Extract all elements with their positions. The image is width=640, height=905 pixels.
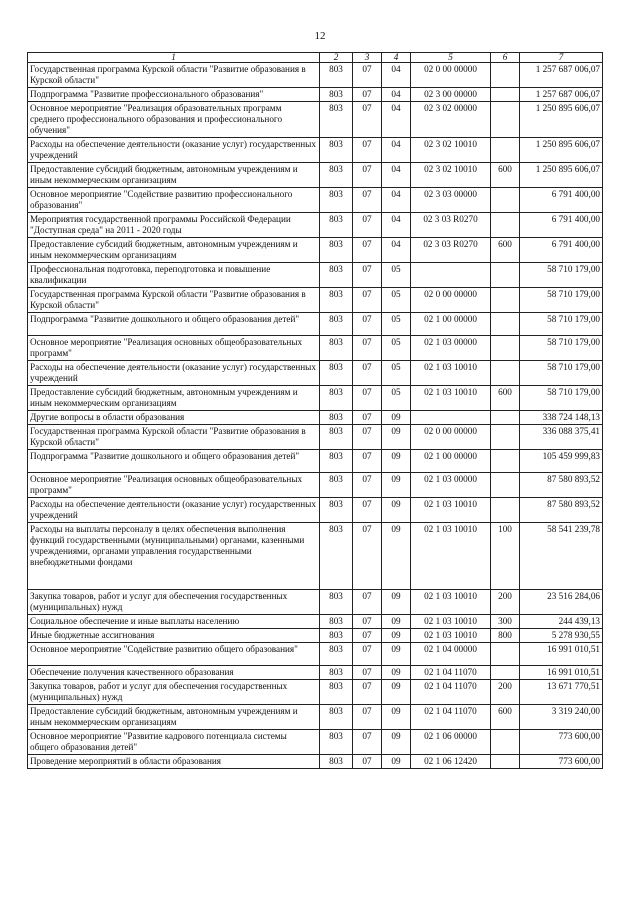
- cell-ved: 803: [320, 615, 353, 629]
- cell-rz: 07: [353, 498, 382, 523]
- cell-name: Расходы на обеспечение деятельности (оказание услуг) государственных учреждений: [28, 498, 320, 523]
- cell-name: Обеспечение получения качественного образования: [28, 666, 320, 680]
- cell-ved: 803: [320, 730, 353, 755]
- cell-name: Предоставление субсидий бюджетным, автономным учреждениям и иным некоммерческим организациям: [28, 163, 320, 188]
- cell-sum: 23 516 284,06: [520, 590, 603, 615]
- cell-name: Расходы на обеспечение деятельности (оказание услуг) государственных учреждений: [28, 138, 320, 163]
- header-cell: 6: [491, 53, 520, 63]
- cell-pr: 04: [382, 63, 411, 88]
- cell-sum: 6 791 400,00: [520, 213, 603, 238]
- cell-csr: [411, 411, 491, 425]
- cell-sum: 6 791 400,00: [520, 238, 603, 263]
- cell-sum: 58 541 239,78: [520, 523, 603, 590]
- cell-pr: 09: [382, 590, 411, 615]
- cell-vr: [491, 336, 520, 361]
- cell-name: Мероприятия государственной программы Российской Федерации "Доступная среда" на 2011 - 2020 годы: [28, 213, 320, 238]
- cell-rz: 07: [353, 666, 382, 680]
- cell-rz: 07: [353, 629, 382, 643]
- cell-vr: [491, 102, 520, 138]
- cell-csr: 02 1 03 10010: [411, 629, 491, 643]
- cell-pr: 05: [382, 288, 411, 313]
- cell-sum: 58 710 179,00: [520, 288, 603, 313]
- cell-vr: [491, 188, 520, 213]
- table-row: [28, 163, 603, 188]
- cell-ved: 803: [320, 629, 353, 643]
- cell-csr: 02 1 04 11070: [411, 666, 491, 680]
- cell-name: Расходы на обеспечение деятельности (оказание услуг) государственных учреждений: [28, 361, 320, 386]
- cell-csr: 02 3 03 R0270: [411, 238, 491, 263]
- cell-csr: 02 1 03 10010: [411, 361, 491, 386]
- cell-name: Закупка товаров, работ и услуг для обеспечения государственных (муниципальных) нужд: [28, 590, 320, 615]
- cell-sum: 58 710 179,00: [520, 361, 603, 386]
- cell-rz: 07: [353, 361, 382, 386]
- table-row: [28, 88, 603, 102]
- cell-pr: 09: [382, 615, 411, 629]
- cell-ved: 803: [320, 473, 353, 498]
- table-row: [28, 102, 603, 138]
- header-cell: 5: [411, 53, 491, 63]
- cell-csr: [411, 263, 491, 288]
- header-cell: 4: [382, 53, 411, 63]
- cell-csr: 02 1 03 10010: [411, 615, 491, 629]
- cell-name: Основное мероприятие "Содействие развитию общего образования": [28, 643, 320, 666]
- cell-vr: [491, 498, 520, 523]
- cell-csr: 02 3 00 00000: [411, 88, 491, 102]
- cell-ved: 803: [320, 450, 353, 473]
- cell-vr: 200: [491, 680, 520, 705]
- cell-vr: [491, 755, 520, 769]
- cell-pr: 04: [382, 163, 411, 188]
- cell-ved: 803: [320, 425, 353, 450]
- cell-csr: 02 1 00 00000: [411, 313, 491, 336]
- cell-pr: 04: [382, 138, 411, 163]
- cell-csr: 02 1 04 11070: [411, 680, 491, 705]
- cell-name: Основное мероприятие "Реализация образовательных программ среднего профессионального образования и профессионального обучения": [28, 102, 320, 138]
- table-row: [28, 263, 603, 288]
- table-row: [28, 615, 603, 629]
- cell-sum: 3 319 240,00: [520, 705, 603, 730]
- budget-table: [27, 52, 603, 769]
- cell-vr: [491, 63, 520, 88]
- cell-pr: 04: [382, 213, 411, 238]
- cell-csr: 02 3 03 R0270: [411, 213, 491, 238]
- cell-rz: 07: [353, 755, 382, 769]
- cell-rz: 07: [353, 705, 382, 730]
- cell-name: Государственная программа Курской области "Развитие образования в Курской области": [28, 63, 320, 88]
- cell-csr: 02 1 03 10010: [411, 386, 491, 411]
- cell-csr: 02 1 06 00000: [411, 730, 491, 755]
- cell-sum: 1 250 895 606,07: [520, 102, 603, 138]
- cell-ved: 803: [320, 263, 353, 288]
- table-row: [28, 450, 603, 473]
- cell-pr: 09: [382, 425, 411, 450]
- cell-pr: 09: [382, 411, 411, 425]
- cell-ved: 803: [320, 705, 353, 730]
- cell-csr: 02 1 03 10010: [411, 498, 491, 523]
- cell-csr: 02 1 03 10010: [411, 590, 491, 615]
- header-cell: 2: [320, 53, 353, 63]
- cell-csr: 02 1 00 00000: [411, 450, 491, 473]
- cell-pr: 04: [382, 238, 411, 263]
- cell-rz: 07: [353, 615, 382, 629]
- cell-vr: [491, 361, 520, 386]
- cell-rz: 07: [353, 643, 382, 666]
- cell-sum: 336 088 375,41: [520, 425, 603, 450]
- table-row: [28, 643, 603, 666]
- cell-pr: 09: [382, 705, 411, 730]
- cell-pr: 05: [382, 361, 411, 386]
- table-row: [28, 629, 603, 643]
- cell-vr: 600: [491, 386, 520, 411]
- table-row: [28, 213, 603, 238]
- cell-name: Основное мероприятие "Развитие кадрового потенциала системы общего образования детей": [28, 730, 320, 755]
- cell-vr: 100: [491, 523, 520, 590]
- cell-pr: 04: [382, 102, 411, 138]
- cell-sum: 1 250 895 606,07: [520, 163, 603, 188]
- cell-rz: 07: [353, 213, 382, 238]
- cell-sum: 6 791 400,00: [520, 188, 603, 213]
- cell-vr: [491, 666, 520, 680]
- cell-ved: 803: [320, 288, 353, 313]
- cell-pr: 04: [382, 188, 411, 213]
- cell-csr: 02 0 00 00000: [411, 288, 491, 313]
- cell-csr: 02 1 04 11070: [411, 705, 491, 730]
- cell-vr: 600: [491, 163, 520, 188]
- cell-sum: 87 580 893,52: [520, 473, 603, 498]
- table-row: [28, 730, 603, 755]
- header-cell: 7: [520, 53, 603, 63]
- cell-rz: 07: [353, 263, 382, 288]
- cell-sum: 1 257 687 006,07: [520, 63, 603, 88]
- cell-pr: 09: [382, 755, 411, 769]
- cell-vr: [491, 288, 520, 313]
- cell-csr: 02 3 02 10010: [411, 163, 491, 188]
- cell-sum: 87 580 893,52: [520, 498, 603, 523]
- cell-ved: 803: [320, 411, 353, 425]
- table-row: [28, 238, 603, 263]
- table-row: [28, 705, 603, 730]
- cell-pr: 04: [382, 88, 411, 102]
- cell-name: Подпрограмма "Развитие профессионального образования": [28, 88, 320, 102]
- cell-name: Проведение мероприятий в области образования: [28, 755, 320, 769]
- cell-rz: 07: [353, 88, 382, 102]
- cell-pr: 09: [382, 680, 411, 705]
- cell-name: Основное мероприятие "Реализация основных общеобразовательных программ": [28, 473, 320, 498]
- cell-name: Основное мероприятие "Содействие развитию профессионального образования": [28, 188, 320, 213]
- table-row: [28, 63, 603, 88]
- page-number: 12: [314, 30, 326, 42]
- cell-sum: 58 710 179,00: [520, 263, 603, 288]
- cell-sum: 244 439,13: [520, 615, 603, 629]
- table-row: [28, 473, 603, 498]
- cell-vr: [491, 730, 520, 755]
- cell-vr: 600: [491, 238, 520, 263]
- cell-csr: 02 1 03 00000: [411, 336, 491, 361]
- cell-pr: 05: [382, 263, 411, 288]
- table-row: [28, 361, 603, 386]
- cell-ved: 803: [320, 313, 353, 336]
- cell-sum: 16 991 010,51: [520, 643, 603, 666]
- cell-vr: 600: [491, 705, 520, 730]
- cell-name: Закупка товаров, работ и услуг для обеспечения государственных (муниципальных) нужд: [28, 680, 320, 705]
- cell-ved: 803: [320, 163, 353, 188]
- cell-vr: [491, 213, 520, 238]
- cell-name: Расходы на выплаты персоналу в целях обеспечения выполнения функций государственными (муниципальными) органами, казенными учреждениями, органами управления государственными внебюджетными фондами: [28, 523, 320, 590]
- cell-sum: 16 991 010,51: [520, 666, 603, 680]
- cell-csr: 02 1 03 10010: [411, 523, 491, 590]
- header-cell: 1: [28, 53, 320, 63]
- cell-name: Предоставление субсидий бюджетным, автономным учреждениям и иным некоммерческим организациям: [28, 705, 320, 730]
- cell-pr: 09: [382, 666, 411, 680]
- cell-rz: 07: [353, 288, 382, 313]
- cell-vr: [491, 313, 520, 336]
- cell-ved: 803: [320, 238, 353, 263]
- cell-ved: 803: [320, 88, 353, 102]
- cell-rz: 07: [353, 411, 382, 425]
- table-row: [28, 425, 603, 450]
- table-row: [28, 336, 603, 361]
- cell-pr: 05: [382, 313, 411, 336]
- cell-sum: 13 671 770,51: [520, 680, 603, 705]
- cell-name: Государственная программа Курской области "Развитие образования в Курской области": [28, 288, 320, 313]
- cell-pr: 09: [382, 498, 411, 523]
- cell-vr: 300: [491, 615, 520, 629]
- header-row: [28, 53, 603, 63]
- cell-rz: 07: [353, 425, 382, 450]
- cell-rz: 07: [353, 313, 382, 336]
- cell-csr: 02 0 00 00000: [411, 425, 491, 450]
- cell-sum: 1 257 687 006,07: [520, 88, 603, 102]
- table-row: [28, 313, 603, 336]
- cell-ved: 803: [320, 386, 353, 411]
- cell-name: Профессиональная подготовка, переподготовка и повышение квалификации: [28, 263, 320, 288]
- cell-rz: 07: [353, 523, 382, 590]
- cell-sum: 58 710 179,00: [520, 386, 603, 411]
- cell-rz: 07: [353, 336, 382, 361]
- cell-vr: [491, 643, 520, 666]
- cell-ved: 803: [320, 138, 353, 163]
- cell-vr: 200: [491, 590, 520, 615]
- cell-name: Подпрограмма "Развитие дошкольного и общего образования детей": [28, 450, 320, 473]
- cell-name: Социальное обеспечение и иные выплаты населению: [28, 615, 320, 629]
- cell-ved: 803: [320, 63, 353, 88]
- cell-name: Основное мероприятие "Реализация основных общеобразовательных программ": [28, 336, 320, 361]
- table-row: [28, 138, 603, 163]
- cell-ved: 803: [320, 680, 353, 705]
- cell-pr: 09: [382, 450, 411, 473]
- cell-rz: 07: [353, 163, 382, 188]
- cell-pr: 05: [382, 386, 411, 411]
- cell-sum: 773 600,00: [520, 755, 603, 769]
- cell-rz: 07: [353, 188, 382, 213]
- cell-csr: 02 1 06 12420: [411, 755, 491, 769]
- cell-vr: [491, 138, 520, 163]
- cell-rz: 07: [353, 238, 382, 263]
- cell-sum: 1 250 895 606,07: [520, 138, 603, 163]
- cell-sum: 105 459 999,83: [520, 450, 603, 473]
- cell-pr: 09: [382, 629, 411, 643]
- cell-csr: 02 3 02 00000: [411, 102, 491, 138]
- cell-rz: 07: [353, 102, 382, 138]
- cell-vr: [491, 88, 520, 102]
- cell-rz: 07: [353, 138, 382, 163]
- cell-pr: 05: [382, 336, 411, 361]
- table-row: [28, 590, 603, 615]
- cell-vr: [491, 411, 520, 425]
- cell-ved: 803: [320, 102, 353, 138]
- cell-pr: 09: [382, 473, 411, 498]
- cell-sum: 5 278 930,55: [520, 629, 603, 643]
- cell-csr: 02 1 03 00000: [411, 473, 491, 498]
- cell-name: Государственная программа Курской области "Развитие образования в Курской области": [28, 425, 320, 450]
- cell-csr: 02 3 03 00000: [411, 188, 491, 213]
- cell-vr: [491, 473, 520, 498]
- table-row: [28, 498, 603, 523]
- cell-sum: 773 600,00: [520, 730, 603, 755]
- cell-pr: 09: [382, 730, 411, 755]
- cell-name: Иные бюджетные ассигнования: [28, 629, 320, 643]
- table-row: [28, 680, 603, 705]
- cell-csr: 02 1 04 00000: [411, 643, 491, 666]
- cell-csr: 02 3 02 10010: [411, 138, 491, 163]
- cell-ved: 803: [320, 523, 353, 590]
- table-row: [28, 523, 603, 590]
- table-row: [28, 755, 603, 769]
- table-row: [28, 288, 603, 313]
- cell-ved: 803: [320, 336, 353, 361]
- cell-rz: 07: [353, 680, 382, 705]
- cell-ved: 803: [320, 643, 353, 666]
- cell-rz: 07: [353, 473, 382, 498]
- cell-rz: 07: [353, 386, 382, 411]
- cell-vr: [491, 425, 520, 450]
- cell-ved: 803: [320, 666, 353, 680]
- header-cell: 3: [353, 53, 382, 63]
- cell-name: Предоставление субсидий бюджетным, автономным учреждениям и иным некоммерческим организациям: [28, 238, 320, 263]
- cell-ved: 803: [320, 188, 353, 213]
- cell-vr: 800: [491, 629, 520, 643]
- cell-vr: [491, 263, 520, 288]
- cell-ved: 803: [320, 590, 353, 615]
- table-row: [28, 188, 603, 213]
- cell-ved: 803: [320, 755, 353, 769]
- cell-ved: 803: [320, 498, 353, 523]
- cell-ved: 803: [320, 361, 353, 386]
- table-row: [28, 666, 603, 680]
- cell-rz: 07: [353, 730, 382, 755]
- cell-rz: 07: [353, 63, 382, 88]
- cell-sum: 338 724 148,13: [520, 411, 603, 425]
- cell-vr: [491, 450, 520, 473]
- cell-sum: 58 710 179,00: [520, 336, 603, 361]
- cell-name: Подпрограмма "Развитие дошкольного и общего образования детей": [28, 313, 320, 336]
- table-row: [28, 386, 603, 411]
- cell-pr: 09: [382, 643, 411, 666]
- cell-ved: 803: [320, 213, 353, 238]
- cell-pr: 09: [382, 523, 411, 590]
- cell-rz: 07: [353, 590, 382, 615]
- table-row: [28, 411, 603, 425]
- cell-name: Предоставление субсидий бюджетным, автономным учреждениям и иным некоммерческим организациям: [28, 386, 320, 411]
- cell-rz: 07: [353, 450, 382, 473]
- cell-sum: 58 710 179,00: [520, 313, 603, 336]
- cell-name: Другие вопросы в области образования: [28, 411, 320, 425]
- cell-csr: 02 0 00 00000: [411, 63, 491, 88]
